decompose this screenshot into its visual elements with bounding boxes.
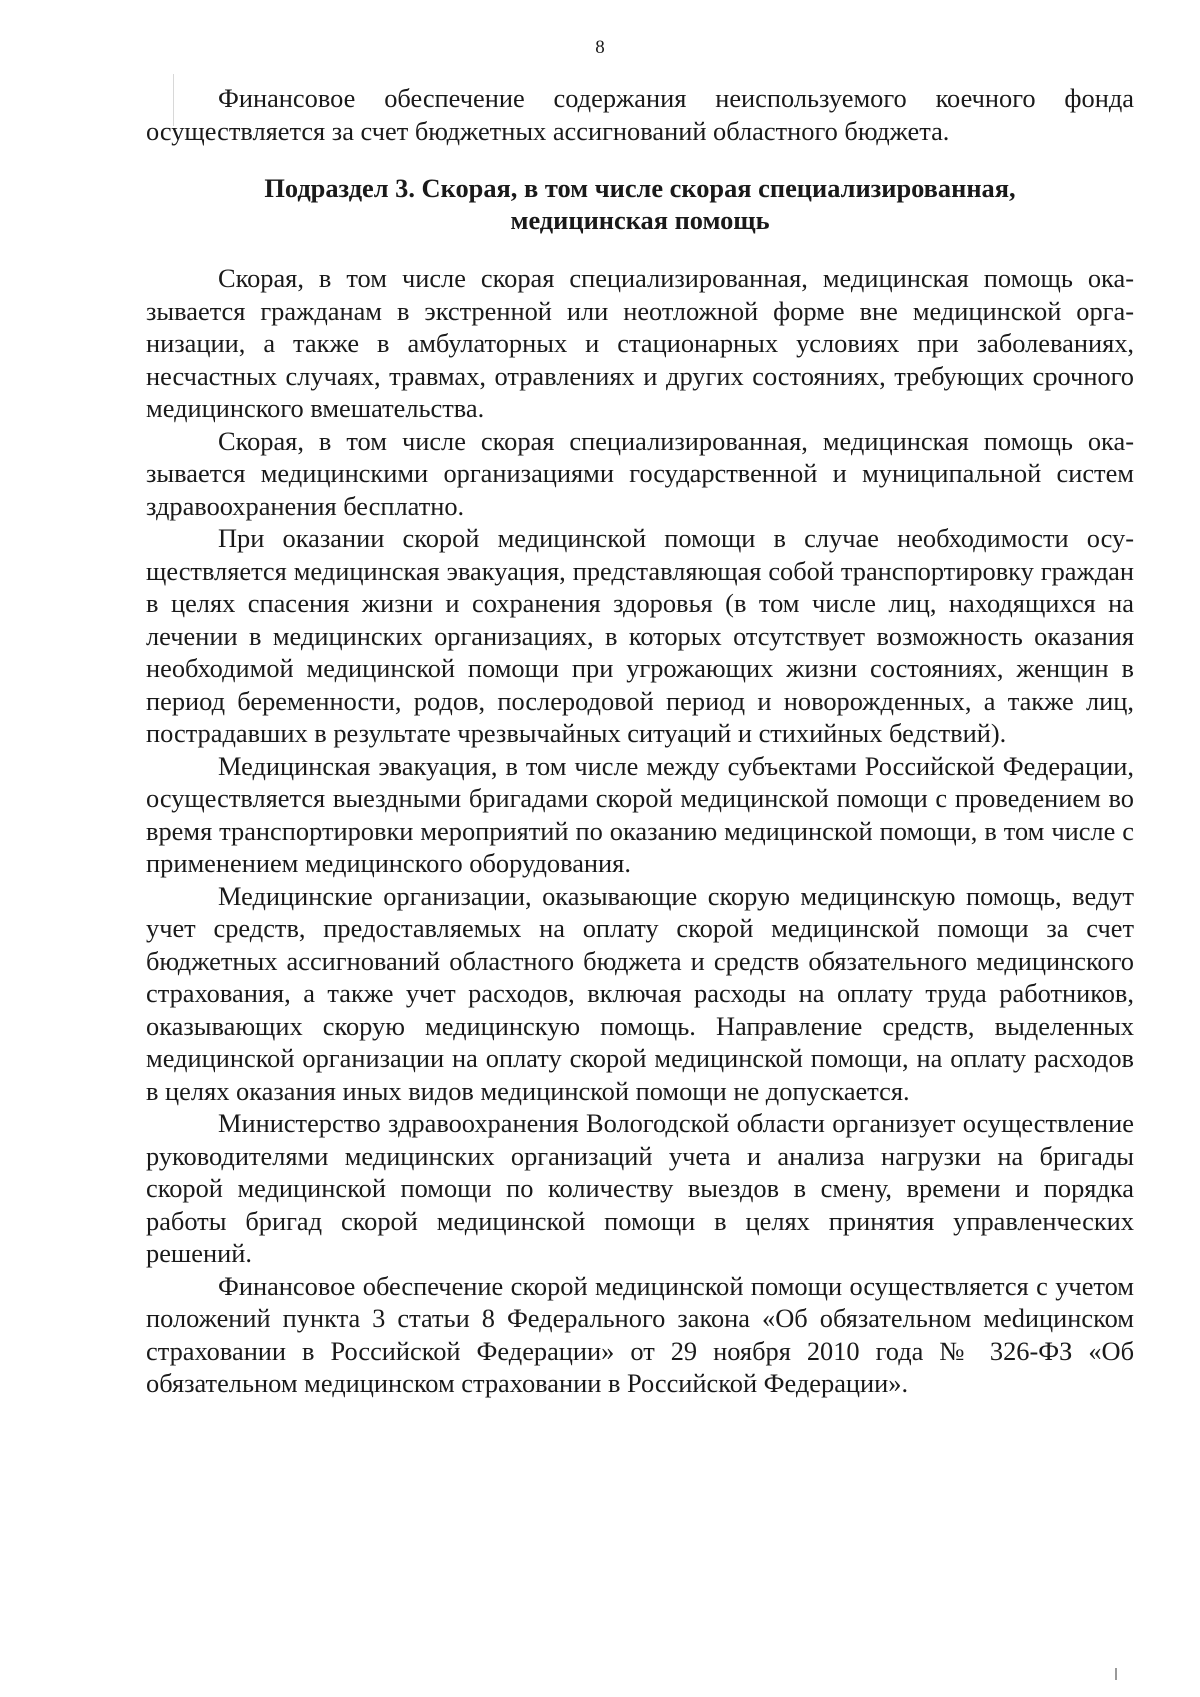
paragraph-funds-accounting: Медицинские организации, оказывающие скорую медицинскую помощь, ведут учет средств, предоставляемых на оплату скорой медицинской помощи за счет бюджетных ассигнований областного бюджета и средств обязательного медицинского страхования, а также учет расходов, включая расходы на оплату труда работников, оказывающих скорую медицинскую помощь. Направление средств, выделенных медицинской организации на оплату скорой медицинской помощи, на оплату расходов в целях оказания иных видов медицинской помощи не допускается. [146,880,1134,1106]
section-heading-line-1: Подраздел 3. Скорая, в том числе скорая специализированная, [264,173,1016,203]
paragraph-free-of-charge: Скорая, в том числе скорая специализированная, медицинская помощь оказывается медицинскими организациями государственной и муниципальной систем здравоохранения бесплатно. [146,425,1134,521]
page-number: 8 [595,37,605,58]
section-heading-line-2: медицинская помощь [510,205,770,235]
paragraph-emergency-care-definition: Скорая, в том числе скорая специализированная, медицинская помощь оказывается гражданам в экстренной или неотложной форме вне медицинской организации, а также в амбулаторных и стационарных условиях при заболеваниях, несчастных случаях, травмах, отравлениях и других состояниях, требующих срочного медицинского вмешательства. [146,263,1134,423]
intro-paragraph: Финансовое обеспечение содержания неиспользуемого коечного фонда осуществляется за счет бюджетных ассигнований областного бюджета. [146,83,1134,146]
scan-corner-mark [1115,1668,1117,1680]
paragraph-evacuation-between-regions: Медицинская эвакуация, в том числе между субъектами Российской Федерации, осуществляется выездными бригадами скорой медицинской помощи с проведением во время транспортировки мероприятий по оказанию медицинской помощи, в том числе с применением медицинского оборудования. [146,750,1134,878]
paragraph-ministry-load-analysis: Министерство здравоохранения Вологодской области организует осуществление руководителями медицинских организаций учета и анализа нагрузки на бригады скорой медицинской помощи по количеству выездов в смену, времени и порядка работы бригад скорой медицинской помощи в целях принятия управленческих решений. [146,1108,1134,1268]
document-body [146,82,1134,1400]
paragraph-financial-provision: Финансовое обеспечение скорой медицинской помощи осуществляется с учетом положений пункта 3 статьи 8 Федерального закона «Об обязательном меdицинском страховании в Российской Федерации» от 29 ноября 2010 года № 326-ФЗ «Об обязательном медицинском страховании в Российской Федерации». [146,1270,1134,1398]
paragraph-medical-evacuation: При оказании скорой медицинской помощи в случае необходимости осуществляется медицинская эвакуация, представляющая собой транспортировку граждан в целях спасения жизни и сохранения здоровья (в том числе лиц, находящихся на лечении в медицинских организациях, в которых отсутствует возможность оказания необходимой медицинской помощи при угрожающих жизни состояниях, женщин в период беременности, родов, послеродовой период и новорожденных, а также лиц, пострадавших в результате чрезвычайных ситуаций и стихийных бедствий). [146,523,1134,748]
section-heading [146,172,1134,236]
